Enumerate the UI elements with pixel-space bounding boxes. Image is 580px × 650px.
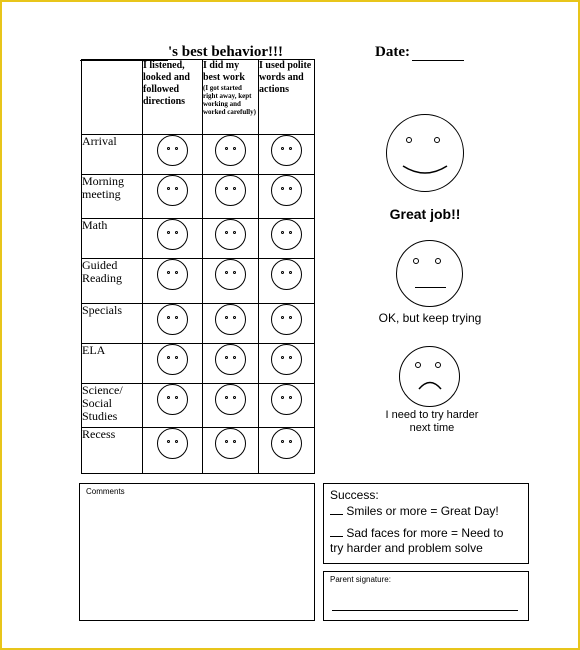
subject-label: ELA bbox=[82, 344, 143, 384]
face-cell[interactable] bbox=[143, 304, 203, 344]
column-header-best-work: I did my best work (I got started right away, kept working and worked carefully) bbox=[203, 60, 259, 135]
face-cell[interactable] bbox=[203, 175, 259, 219]
face-cell[interactable] bbox=[259, 384, 315, 428]
face-cell[interactable] bbox=[259, 344, 315, 384]
subject-label: Science/ Social Studies bbox=[82, 384, 143, 428]
blank-face-icon bbox=[271, 428, 302, 459]
subject-label: Arrival bbox=[82, 135, 143, 175]
subject-row bbox=[82, 344, 315, 384]
success-line-3: try harder and problem solve bbox=[330, 541, 483, 555]
date-label: Date: bbox=[375, 44, 410, 60]
comments-label: Comments bbox=[86, 487, 125, 496]
signature-line[interactable] bbox=[332, 610, 518, 611]
chart-header-row bbox=[82, 60, 315, 135]
try-harder-text: I need to try harder next time bbox=[385, 409, 479, 434]
face-cell[interactable] bbox=[143, 344, 203, 384]
face-cell[interactable] bbox=[143, 135, 203, 175]
face-cell[interactable] bbox=[143, 259, 203, 304]
blank-face-icon bbox=[157, 304, 188, 335]
blank-face-icon bbox=[215, 384, 246, 415]
blank-face-icon bbox=[215, 304, 246, 335]
column-header-polite: I used polite words and actions bbox=[259, 60, 315, 135]
blank-face-icon bbox=[157, 344, 188, 375]
blank-face-icon bbox=[215, 175, 246, 206]
face-cell[interactable] bbox=[143, 384, 203, 428]
subject-label: Morning meeting bbox=[82, 175, 143, 219]
blank-face-icon bbox=[271, 259, 302, 290]
column-note: (I got started right away, kept working and worked carefully) bbox=[203, 84, 256, 116]
face-cell[interactable] bbox=[259, 304, 315, 344]
blank-face-icon bbox=[215, 344, 246, 375]
blank-face-icon bbox=[215, 219, 246, 250]
subject-row bbox=[82, 135, 315, 175]
subject-label: Specials bbox=[82, 304, 143, 344]
blank-face-icon bbox=[271, 135, 302, 166]
comments-box[interactable] bbox=[79, 483, 315, 621]
subject-label: Guided Reading bbox=[82, 259, 143, 304]
parent-signature-box bbox=[323, 571, 529, 621]
subject-row bbox=[82, 304, 315, 344]
success-line-2: Sad faces for more = Need to bbox=[330, 525, 522, 541]
face-cell[interactable] bbox=[259, 428, 315, 474]
face-cell[interactable] bbox=[203, 384, 259, 428]
blank-face-icon bbox=[215, 259, 246, 290]
blank-face-icon bbox=[271, 384, 302, 415]
blank-face-icon bbox=[157, 175, 188, 206]
face-cell[interactable] bbox=[203, 344, 259, 384]
face-cell[interactable] bbox=[259, 259, 315, 304]
blank-face-icon bbox=[215, 135, 246, 166]
subject-row bbox=[82, 219, 315, 259]
face-cell[interactable] bbox=[259, 175, 315, 219]
subject-label: Recess bbox=[82, 428, 143, 474]
date-blank[interactable] bbox=[412, 47, 464, 61]
blank-face-icon bbox=[215, 428, 246, 459]
face-cell[interactable] bbox=[203, 219, 259, 259]
ok-text: OK, but keep trying bbox=[378, 311, 482, 325]
subject-row bbox=[82, 175, 315, 219]
subject-row bbox=[82, 259, 315, 304]
blank-face-icon bbox=[271, 344, 302, 375]
blank-face-icon bbox=[157, 259, 188, 290]
column-header-listened: I listened, looked and followed directions bbox=[143, 60, 203, 135]
success-title: Success: bbox=[330, 488, 379, 502]
face-cell[interactable] bbox=[143, 219, 203, 259]
blank-face-icon bbox=[271, 175, 302, 206]
blank-face-icon bbox=[157, 428, 188, 459]
blank-face-icon bbox=[157, 135, 188, 166]
sad-face-icon bbox=[399, 346, 460, 407]
face-cell[interactable] bbox=[203, 304, 259, 344]
great-job-text: Great job!! bbox=[389, 206, 461, 222]
behavior-chart bbox=[81, 59, 315, 474]
blank-face-icon bbox=[157, 384, 188, 415]
neutral-face-icon bbox=[396, 240, 463, 307]
face-cell[interactable] bbox=[143, 175, 203, 219]
worksheet-title: 's best behavior!!! bbox=[168, 44, 283, 60]
blank-header-cell bbox=[82, 60, 143, 135]
face-cell[interactable] bbox=[143, 428, 203, 474]
date-field bbox=[375, 44, 464, 61]
face-cell[interactable] bbox=[203, 428, 259, 474]
blank-face-icon bbox=[157, 219, 188, 250]
face-cell[interactable] bbox=[259, 219, 315, 259]
face-cell[interactable] bbox=[203, 259, 259, 304]
subject-label: Math bbox=[82, 219, 143, 259]
success-line-1: Smiles or more = Great Day! bbox=[330, 503, 522, 519]
face-cell[interactable] bbox=[259, 135, 315, 175]
happy-face-icon bbox=[386, 114, 464, 192]
parent-signature-label: Parent signature: bbox=[330, 575, 391, 584]
subject-row bbox=[82, 384, 315, 428]
face-cell[interactable] bbox=[203, 135, 259, 175]
subject-row bbox=[82, 428, 315, 474]
success-box bbox=[323, 483, 529, 564]
blank-face-icon bbox=[271, 304, 302, 335]
blank-face-icon bbox=[271, 219, 302, 250]
